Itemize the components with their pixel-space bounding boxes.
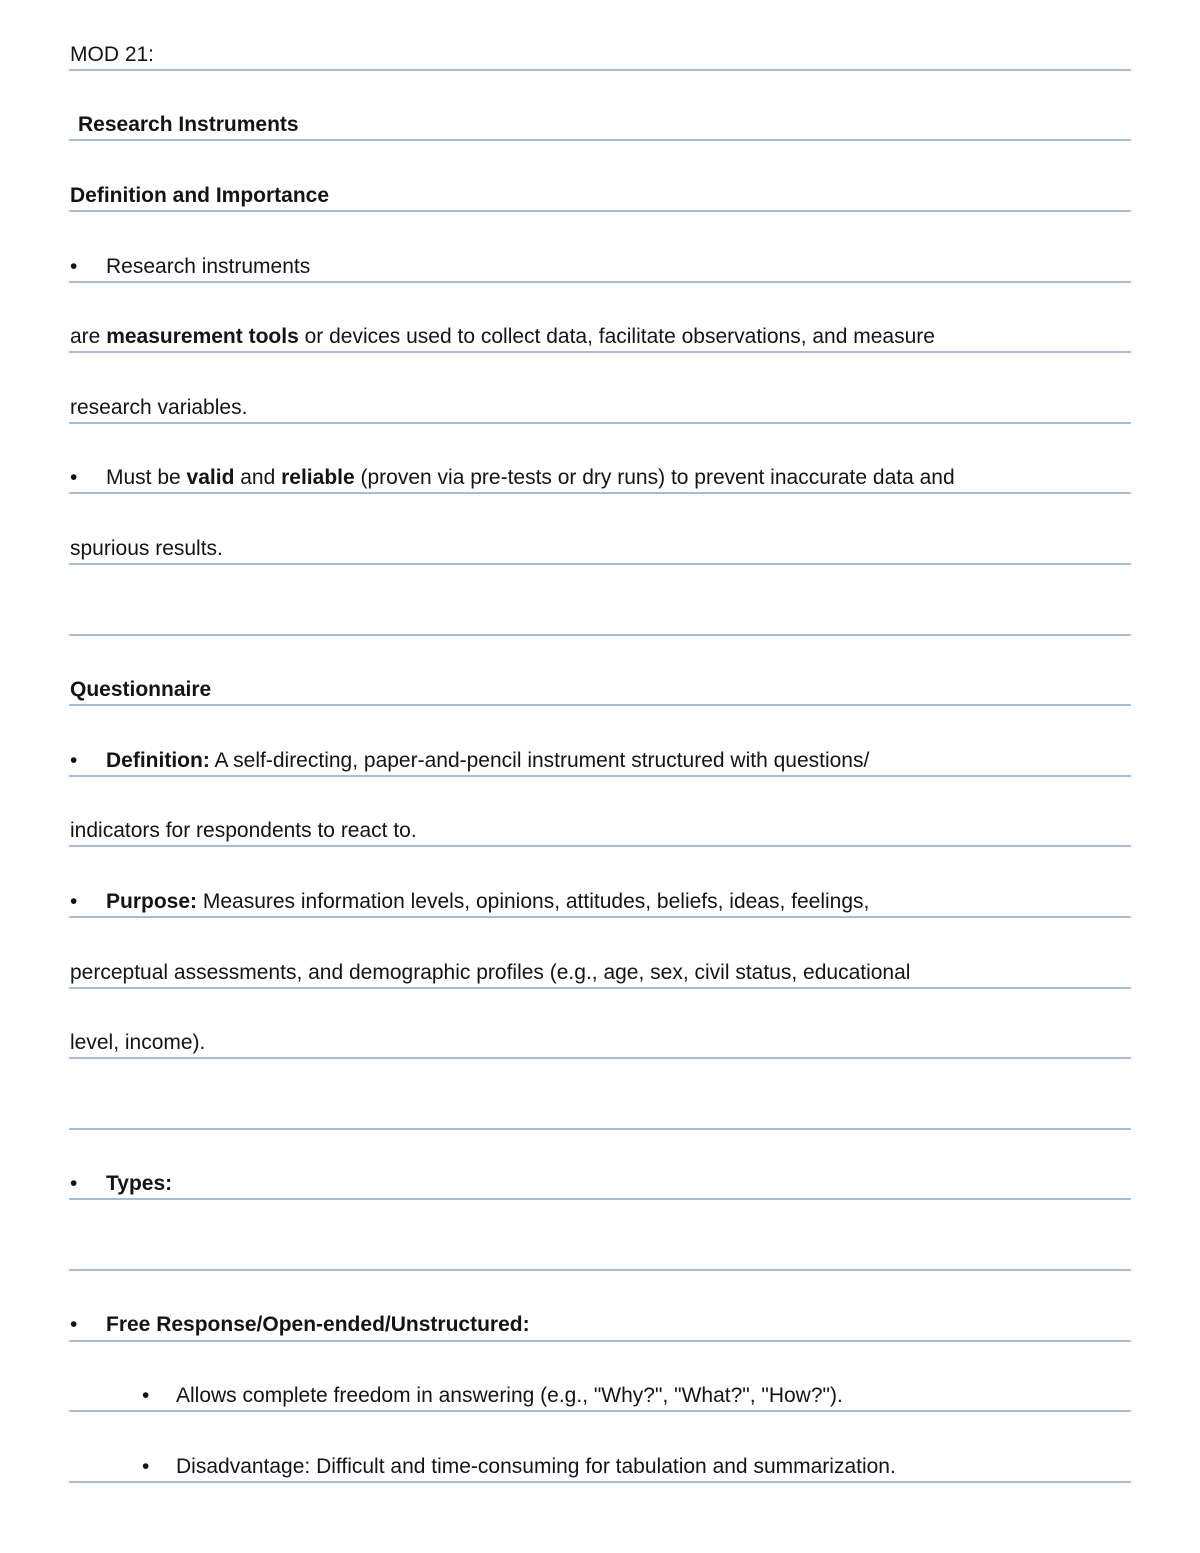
paragraph-line [70, 279, 1130, 349]
text-run: Must be [106, 466, 187, 489]
bullet-line [70, 1267, 1130, 1337]
ruled-line [69, 1057, 1131, 1059]
section-heading-definition: Definition and Importance [70, 184, 330, 207]
paragraph-text [70, 325, 935, 349]
text-run: and [234, 466, 282, 489]
bullet-text: Research instruments [106, 255, 311, 278]
module-label: MOD 21: [70, 43, 155, 66]
paragraph-line [70, 915, 1130, 985]
bullet-text [106, 466, 955, 490]
bold-run: valid [186, 466, 235, 489]
paragraph-text: spurious results. [70, 537, 223, 560]
bold-run: Purpose: [106, 890, 198, 913]
title-line [70, 67, 1130, 137]
sub-bullet-text: Disadvantage: Difficult and time-consuming for tabulation and summarization. [176, 1455, 896, 1478]
text-run: are [70, 325, 107, 348]
paragraph-text: perceptual assessments, and demographic profiles (e.g., age, sex, civil status, educational [70, 961, 911, 984]
ruled-line [69, 1198, 1131, 1200]
bold-run: reliable [281, 466, 355, 489]
page-title: Research Instruments [78, 113, 299, 136]
ruled-line [69, 1481, 1131, 1483]
bullet-text: Types: [106, 1172, 173, 1195]
bullet-line [70, 844, 1130, 914]
bullet-icon: • [70, 890, 78, 913]
text-run: (proven via pre-tests or dry runs) to prevent inaccurate data and [354, 466, 955, 489]
text-run: or devices used to collect data, facilitate observations, and measure [298, 325, 935, 348]
bullet-line [70, 209, 1130, 279]
paragraph-line [70, 491, 1130, 561]
paragraph-text: research variables. [70, 396, 248, 419]
bullet-icon: • [70, 1172, 78, 1195]
ruled-line [69, 563, 1131, 565]
bullet-icon: • [142, 1455, 150, 1478]
section-heading-questionnaire: Questionnaire [70, 678, 212, 701]
bullet-icon: • [70, 749, 78, 772]
sub-bullet-line [70, 1338, 1130, 1408]
bullet-text: Free Response/Open-ended/Unstructured: [106, 1313, 530, 1336]
bullet-line [70, 703, 1130, 773]
module-line [70, 0, 1130, 67]
bullet-line [70, 1126, 1130, 1196]
text-run: A self-directing, paper-and-pencil instrument structured with questions/ [209, 749, 870, 772]
bold-run: Definition: [106, 749, 210, 772]
paragraph-line [70, 985, 1130, 1055]
bullet-icon: • [142, 1384, 150, 1407]
bullet-text [106, 749, 869, 773]
paragraph-line [70, 350, 1130, 420]
bullet-icon: • [70, 466, 78, 489]
paragraph-line [70, 773, 1130, 843]
sub-bullet-text: Allows complete freedom in answering (e.g., "Why?", "What?", "How?"). [176, 1384, 843, 1407]
section1-heading-line [70, 138, 1130, 208]
bullet-line [70, 420, 1130, 490]
paragraph-text: indicators for respondents to react to. [70, 819, 417, 842]
paragraph-text: level, income). [70, 1031, 206, 1054]
bullet-text [106, 890, 869, 914]
text-run: Measures information levels, opinions, attitudes, beliefs, ideas, feelings, [197, 890, 870, 913]
sub-bullet-line [70, 1409, 1130, 1479]
bullet-icon: • [70, 255, 78, 278]
bullet-icon: • [70, 1313, 78, 1336]
bold-run: measurement tools [106, 325, 299, 348]
section2-heading-line [70, 632, 1130, 702]
